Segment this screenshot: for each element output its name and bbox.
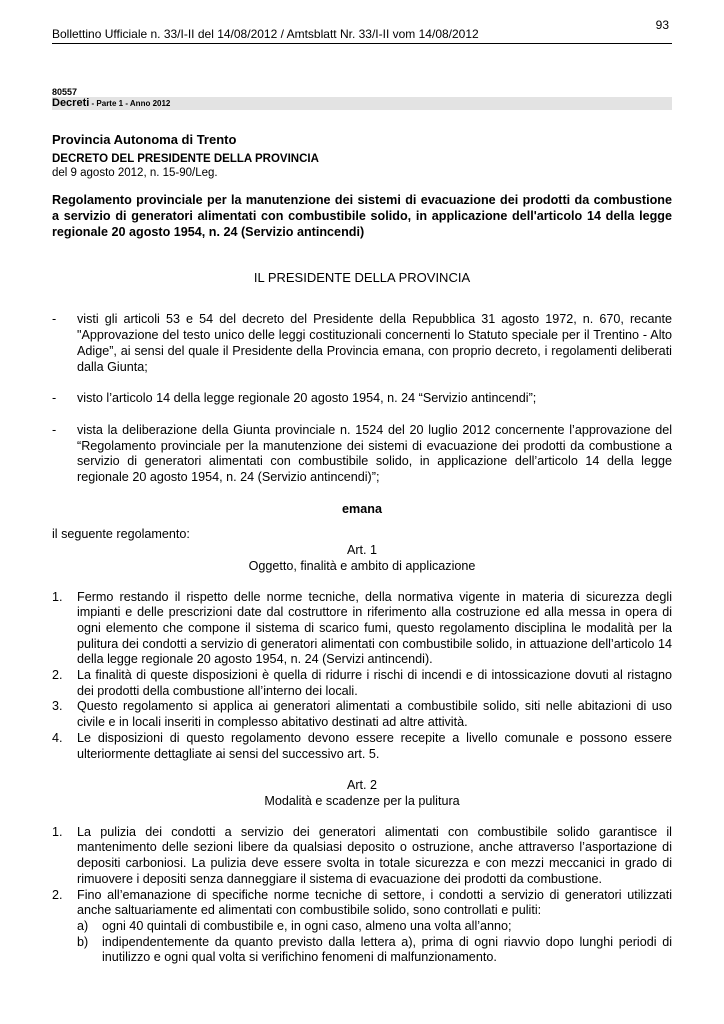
list-marker: 1. (52, 589, 63, 604)
issuer: Provincia Autonoma di Trento (52, 132, 237, 147)
sublist-item (77, 919, 672, 935)
list-item (52, 590, 672, 669)
list-marker: a) (77, 918, 89, 933)
list-item (52, 731, 672, 762)
list-item (52, 699, 672, 730)
article-2-number: Art. 2 (346, 778, 378, 793)
sublist-item (77, 935, 672, 966)
list-item (52, 668, 672, 699)
list-marker: 4. (52, 730, 63, 745)
list-item (52, 888, 672, 967)
decree-type: DECRETO DEL PRESIDENTE DELLA PROVINCIA (52, 152, 319, 165)
recital-item (52, 391, 672, 407)
list-item (52, 825, 672, 888)
page-number: 93 (655, 18, 669, 32)
article-1-title: Oggetto, finalità e ambito di applicazione (248, 558, 476, 573)
list-marker: - (52, 422, 57, 437)
recital-text: visto l’articolo 14 della legge regionale 20 agosto 1954, n. 24 “Servizio antincendi”; (77, 391, 537, 406)
article-1-list (52, 590, 672, 763)
recital-item (52, 423, 672, 486)
list-item-text: Fermo restando il rispetto delle norme tecniche, della normativa vigente in materia di sicurezza degli impianti e delle prescrizioni date dal costruttore in riferimento alla costruzione ed alla messa in opera di ogni elemento che compone il sistema di scarico fumi, questo regolamento disciplina le modalità per la pulitura dei condotti a servizio di generatori alimentati con combustibile solido, in attuazione dell’articolo 14 della legge regionale 20 agosto 1954, n. 24 (Servizi antincendi). (77, 589, 672, 667)
document-body (52, 132, 672, 966)
decree-date: del 9 agosto 2012, n. 15-90/Leg. (52, 166, 218, 179)
sublist-item-text: ogni 40 quintali di combustibile e, in ogni caso, almeno una volta all’anno; (102, 918, 512, 933)
list-item-text: Fino all’emanazione di specifiche norme tecniche di settore, i condotti a servizio di generatori utilizzati anche saltuariamente ed alimentati con combustibile solido, sono controllati e puliti: (77, 887, 672, 918)
section-sublabel: - Parte 1 - Anno 2012 (89, 99, 171, 108)
recital-text: visti gli articoli 53 e 54 del decreto del Presidente della Repubblica 31 agosto 1972, n. 670, recante "Approvazione del testo unico delle leggi costituzionali concernenti lo Statuto speciale per il Trentino - Alto Adige”, ai sensi del quale il Presidente della Provincia emana, con proprio decreto, i regolamenti deliberati dalla Giunta; (77, 312, 672, 374)
article-2-sublist (77, 919, 672, 966)
list-marker: 2. (52, 887, 63, 902)
emana-heading: emana (342, 501, 382, 516)
list-marker: 2. (52, 668, 63, 683)
decree-title: Regolamento provinciale per la manutenzione dei sistemi di evacuazione dei prodotti da combustione a servizio di generatori alimentati con combustibile solido, in applicazione dell'articolo 14 della legge regionale 20 agosto 1954, n. 24 (Servizio antincendi) (52, 192, 672, 239)
article-1-number: Art. 1 (346, 543, 378, 558)
list-marker: 3. (52, 699, 63, 714)
section-label: Decreti (52, 97, 90, 109)
list-item-text: Questo regolamento si applica ai generatori alimentati a combustibile solido, siti nelle abitazioni di uso civile e in locali inseriti in complesso abitativo destinati ad altre attività. (77, 699, 672, 730)
article-2-title: Modalità e scadenze per la pulitura (264, 793, 460, 808)
recitals-list (52, 312, 672, 485)
list-item-text: Le disposizioni di questo regolamento devono essere recepite a livello comunale e possono essere ulteriormente dettagliate ai sensi del successivo art. 5. (77, 730, 672, 761)
list-item-text: La finalità di queste disposizioni è quella di ridurre i rischi di incendi e di intossicazione dovuti al ristagno dei prodotti della combustione all’interno dei locali. (77, 668, 672, 698)
president-heading: IL PRESIDENTE DELLA PROVINCIA (253, 269, 471, 285)
section-bar (52, 97, 672, 110)
publication-number: 80557 (52, 87, 78, 97)
sublist-item-text: indipendentemente da quanto previsto dalla lettera a), prima di ogni riavvio dopo lunghi periodi di inutilizzo e ogni qual volta si verifichino fenomeni di malfunzionamento. (102, 934, 672, 965)
list-marker: - (52, 391, 57, 406)
recital-item (52, 312, 672, 375)
intro-text: il seguente regolamento: (52, 527, 190, 542)
running-header: Bollettino Ufficiale n. 33/I-II del 14/08/2012 / Amtsblatt Nr. 33/I-II vom 14/08/2012 (52, 27, 672, 44)
list-item-text: La pulizia dei condotti a servizio dei generatori alimentati con combustibile solido garantisce il mantenimento delle sezioni libere da qualsiasi deposito o ostruzione, anche attraverso l’asportazione di depositi carboniosi. La pulizia deve essere svolta in totale sicurezza e con mezzi meccanici in grado di rimuovere i depositi senza danneggiare il sistema di evacuazione dei prodotti da combustione. (77, 824, 672, 886)
recital-text: vista la deliberazione della Giunta provinciale n. 1524 del 20 luglio 2012 concernente l’approvazione del “Regolamento provinciale per la manutenzione dei sistemi di evacuazione dei prodotti da combustione a servizio di generatori alimentati con combustibile solido, in applicazione dell’articolo 14 della legge regionale 20 agosto 1954, n. 24 (Servizio antincendi)”; (77, 422, 672, 485)
list-marker: 1. (52, 824, 63, 839)
list-marker: - (52, 312, 57, 327)
article-2-list (52, 825, 672, 966)
list-marker: b) (77, 934, 89, 949)
